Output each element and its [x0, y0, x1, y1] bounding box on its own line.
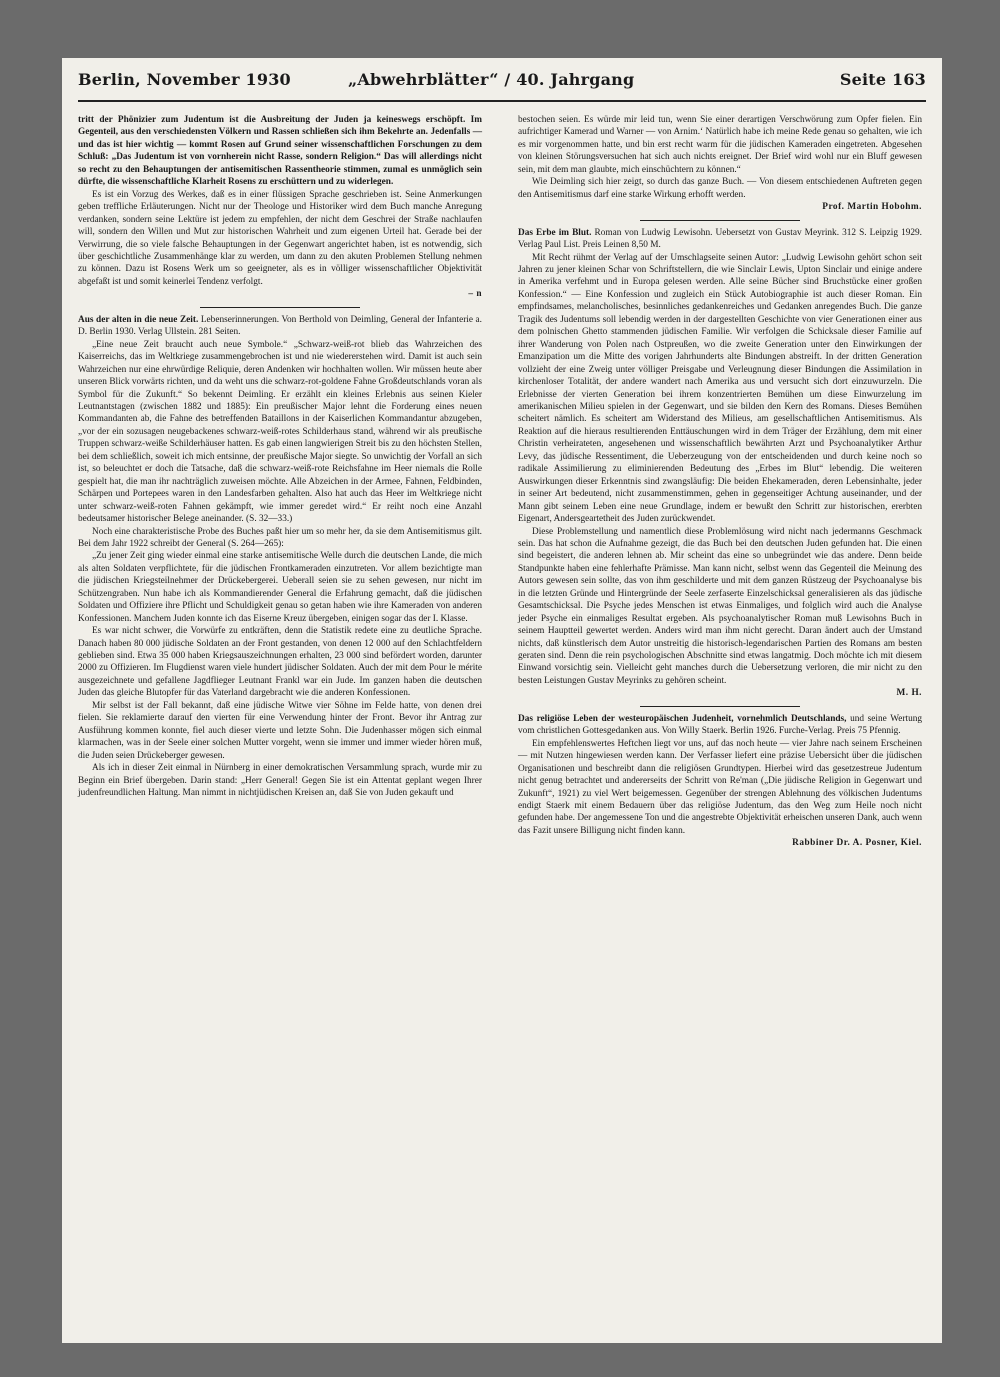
- intro-signature: – n: [468, 289, 482, 300]
- review-lewisohn-p2: Diese Problemstellung und namentlich diese Problemlösung wird nicht nach jedermanns Geschmack sein. Das hat schon die Aufnahme gezeigt, die das Buch bei den deutschen Juden gefunden hat. Die einen sind begeistert, die anderen lehnen ab. Mir scheint das eine so unbegründet wie das andere. Denn beide Standpunkte haben eine fehlerhafte Prämisse. Man kann nicht, selbst wenn das Gegenteil die Meinung des Autors gewesen sein sollte, das von ihm geschilderte und mit dem ganzen Rüstzeug der Psychoanalyse bis in die letzten Gründe und Hintergründe der Seele zerfaserte Einzelschicksal generalisieren als das jüdische Gesamtschicksal. Die Psyche jedes Menschen ist etwas Einmaliges, und folglich wird auch die Analyse jeder Psyche ein einmaliges Resultat ergeben. Als psychoanalytischer Roman muß Lewisohns Buch in seinem Hauptteil gewertet werden. Anders wird man ihm nicht gerecht. Daran ändert auch der Umstand nichts, daß künstlerisch dem Autor unstreitig die historisch-legendarischen Partien des Romans am besten geraten sind. Denn die rein psychologischen Abschnitte sind etwas langatmig. Doch möchte ich mit diesem Einwand vorsichtig sein. Vielleicht geht manches durch die Uebersetzung verloren, die mir nicht zu den besten Leistungen Gustav Meyrinks zu gehören scheint.: [518, 526, 922, 686]
- header-page-number: Seite 163: [839, 70, 926, 89]
- section-divider: [640, 220, 800, 221]
- review-lewisohn-meta: Roman von Ludwig Lewisohn. Uebersetzt von Gustav Meyrink. 312 S. Leipzig 1929. Verlag Paul List. Preis Leinen 8,50 M.: [518, 227, 923, 251]
- review-deimling: [78, 314, 482, 800]
- review-deimling-p4: Es war nicht schwer, die Vorwürfe zu entkräften, denn die Statistik redete eine zu deutliche Sprache. Danach haben 80 000 jüdische Soldaten an der Front gestanden, von denen 12 000 auf den Schlachtfeldern geblieben sind. Etwa 35 000 haben Kriegsauszeichnungen erhalten, 23 000 sind befördert worden, darunter 2000 zu Offizieren. Im Flugdienst waren viele hundert jüdischer Soldaten. Auch der mit dem Pour le mérite ausgezeichnete und gefallene Jagdflieger Leutnant Frankl war ein Jude. Im ganzen haben die deutschen Juden das gleiche Blutopfer für das Vaterland dargebracht wie die anderen Konfessionen.: [78, 626, 482, 699]
- review-staerk-meta: und seine Wertung vom christlichen Gottesgedanken aus. Von Willy Staerk. Berlin 1926. Furche-Verlag. Preis 75 Pfennig.: [518, 713, 923, 737]
- intro-paragraph-1: tritt der Phönizier zum Judentum ist die Ausbreitung der Juden ja keineswegs erschöpft. Im Gegenteil, aus den verschiedensten Völkern und Rassen schließen sich ihm Bekehrte an. Jedenfalls — und das ist hier wichtig — kommt Rosen auf Grund seiner wissenschaftlichen Forschungen zu dem Schluß: „Das Judentum ist von vornherein nicht Rasse, sondern Religion.“ Das will allerdings nicht so recht zu den Behauptungen der antisemitischen Rassentheorie stimmen, zumal es unmöglich sein dürfte, die wissenschaftliche Klarheit Rosens zu erschüttern und zu widerlegen.: [78, 115, 482, 188]
- review-staerk-signature: Rabbiner Dr. A. Posner, Kiel.: [792, 838, 922, 849]
- review-deimling-meta: Lebenserinnerungen. Von Berthold von Deimling, General der Infanterie a. D. Berlin 1930. Verlag Ullstein. 281 Seiten.: [78, 314, 483, 338]
- intro-paragraph-2: Es ist ein Vorzug des Werkes, daß es in einer flüssigen Sprache geschrieben ist. Seine Anmerkungen geben treffliche Erläuterungen. Nicht nur der Theologe und Historiker wird dem Buch manche Anregung verdanken, sondern seine Lektüre ist jedem zu empfehlen, der nicht dem Geschrei der Straße nachlaufen will, sondern den Willen und Mut zur historischen Wahrheit und zum eigenen Urteil hat. Gerade bei der Verwirrung, die so viele falsche Behauptungen in der Gegenwart angerichtet haben, ist es notwendig, sich über geschichtliche Zusammenhänge klar zu werden, um dann zu den akuten Problemen Stellung nehmen zu können. Dazu ist Rosens Werk um so geeigneter, als es in völliger wissenschaftlicher Objektivität abgefaßt ist und somit keinerlei Tendenz verfolgt.: [78, 189, 482, 287]
- review-deimling-p5: Mir selbst ist der Fall bekannt, daß eine jüdische Witwe vier Söhne im Felde hatte, von denen drei fielen. Sie reklamierte darauf den vierten für eine Verwendung hinter der Front. Bevor ihr Antrag zur Ausführung kommen konnte, fiel auch dieser vierte und letzte Sohn. Die Judenhasser mögen sich einmal klarmachen, was in der Seele einer solchen Mutter vorgeht, wenn sie immer und immer wieder hören muß, die Juden seien Drückeberger gewesen.: [78, 700, 482, 761]
- review-lewisohn-p1: Mit Recht rühmt der Verlag auf der Umschlagseite seinen Autor: „Ludwig Lewisohn gehört schon seit Jahren zu jener kleinen Schar von Schriftstellern, die wie Sinclair Lewis, Upton Sinclair und einige andere in Amerika verfehmt und in Europa gelesen werden. Alle seine Bücher sind Bruchstücke einer großen Konfession.“ — Eine Konfession und zugleich ein Stück Autobiographie ist auch dieser Roman. Ein empfindsames, melancholisches, besinnliches gedankenreiches und Gedanken anregendes Buch. Die ganze Tragik des Judentums soll lebendig werden in der dargestellten Geschichte von vier Generationen einer aus dem polnischen Ghetto stammenden jüdischen Familie. Wir verfolgen die Schicksale dieser Familie auf ihrer Wanderung von Polen nach Ostpreußen, wo die zweite Generation unter den Einwirkungen der Emanzipation um die Mitte des vorigen Jahrhunderts alte Bindungen abstreift. In der dritten Generation vollzieht der eine Zweig unter völliger Preisgabe und Verleugnung dieser Bindungen die Assimilation in kirchenloser Totalität, der andere wandert nach Amerika aus und versucht sich dort einzuwurzeln. Die Erlebnisse der vierten Generation bei ihrem konzentrierten Bemühen um diese Einwurzelung im amerikanischen Milieu spielen in der Gegenwart, und sie bilden den Kern des Romans. Dieses Bemühen scheitert nämlich. Es scheitert am Widerstand des Milieus, am gesellschaftlichen Antisemitismus. Als Reaktion auf die hieraus resultierenden Enttäuschungen wird in dem Träger der Erzählung, dem mit einer Christin verheirateten, angesehenen und wissenschaftlich bewährten Arzt und Psychoanalytiker Arthur Levy, das jüdische Ressentiment, die Ueberzeugung von der entscheidenden und durch keine noch so radikale Assimilierung zu eliminierenden Bedeutung des „Erbes im Blut“ lebendig. Die weiteren Auswirkungen dieser Erkenntnis sind zwangsläufig: Die beiden Ehekameraden, deren Lebensinhalte, jeder in seiner Art bedeutend, nicht zusammenstimmen, gehen in gegenseitiger Achtung auseinander, und der Mann gibt seinem Leben eine neue Grundlage, indem er bewußt den Schritt zur historischen, ererbten Eigenart, Andersgeartetheit des Juden zurückwendet.: [518, 252, 922, 525]
- review-deimling-header: [78, 314, 482, 339]
- newspaper-page: [62, 58, 942, 1343]
- review-staerk-p1: Ein empfehlenswertes Heftchen liegt vor uns, auf das noch heute — vier Jahre nach seinem Erscheinen — mit Nutzen hingewiesen werden kann. Der Verfasser liefert eine präzise Uebersicht über die jüdischen Organisationen und beschreibt dann die religiösen Grundtypen. Hierbei wird das gesetzestreue Judentum nicht genug betrachtet und andererseits der Schritt von Re'man („Die jüdische Religion in Gegenwart und Zukunft“, 1921) zu viel Wert beigemessen. Gegenüber der strengen Ablehnung des völkischen Judentums endigt Staerk mit einem Bedauern über das religiöse Judentum, das den Weg zum Heile noch nicht gefunden habe. Der angemessene Ton und die angestrebte Objektivität erheischen unseren Dank, auch wenn das Fazit unsere Billigung nicht finden kann.: [518, 738, 922, 836]
- review-staerk-header: [518, 713, 922, 738]
- review-deimling-title: Aus der alten in die neue Zeit.: [78, 314, 199, 325]
- review-lewisohn-header: [518, 227, 922, 252]
- review-lewisohn: [518, 227, 922, 700]
- deimling-continuation-p1: bestochen seien. Es würde mir leid tun, wenn Sie einer derartigen Verschwörung zum Opfer fielen. Ein aufrichtiger Kamerad und Warner — von Arnim.‘ Natürlich habe ich meine Rede genau so gehalten, wie ich es mir vorgenommen hatte, und bin erst recht warm für die jüdischen Kameraden eingetreten. Abgesehen von kleinen Störungsversuchen hat sich auch nichts ereignet. Der Brief wird wohl nur ein Bluff gewesen sein, mit dem man glaubte, mich einschüchtern zu können.“: [518, 115, 922, 175]
- left-column: [78, 114, 482, 799]
- section-divider: [200, 307, 360, 308]
- review-deimling-p1: „Eine neue Zeit braucht auch neue Symbole.“ „Schwarz-weiß-rot blieb das Wahrzeichen des Kaiserreichs, das im Weltkriege zusammengebrochen ist und nie wiedererstehen wird. Damit ist auch sein Wahrzeichen nur eine ehrwürdige Reliquie, deren Andenken wir hochhalten wollen. Wir müssen heute aber unseren Blick vorwärts richten, und da weht uns die schwarz-rot-goldene Fahne Großdeutschlands voran als Symbol für die Zukunft.“ So bekennt Deimling. Er erzählt ein kleines Erlebnis aus seinen Kieler Leutnantstagen (zwischen 1882 und 1885): Ein preußischer Major lehnt die Forderung eines neuen Kommandanten ab, die Fahne des betreffenden Bataillons in der Kaiserlichen Kommandantur abzugeben, „vor der ein sozusagen neugebackenes schwarz-weiß-rotes Schilderhaus stand, während wir als preußische Truppen schwarz-weiße Schilderhäuser hatten. Es gab einen langwierigen Streit bis zu den höchsten Stellen, bei dem schließlich, soweit ich mich entsinne, der preußische Major siegte. So unwichtig der Vorfall an sich ist, so beleuchtet er doch die Tatsache, daß die schwarz-weiß-rote Reichsfahne im Heer niemals die Rolle gespielt hat, die man ihr nachträglich zuweisen möchte. Alle Abzeichen in der Armee, Fahnen, Feldbinden, Schärpen und Portepees waren in den Landesfarben gehalten. Also hat auch das Heer im Weltkriege nicht unter schwarz-weiß-roten Fahnen gekämpft, wie immer geredet wird.“ Er reiht noch eine Anzahl bedeutsamer historischer Belege aneinander. (S. 32—33.): [78, 339, 482, 525]
- review-staerk-title: Das religiöse Leben der westeuropäischen Judenheit, vornehmlich Deutschlands,: [518, 713, 847, 724]
- header-rule: [78, 100, 926, 102]
- deimling-continuation-p2: Wie Deimling sich hier zeigt, so durch das ganze Buch. — Von diesem entschiedenen Auftreten gegen den Antisemitismus darf eine starke Wirkung erhofft werden.: [518, 177, 922, 200]
- review-deimling-p6: Als ich in dieser Zeit einmal in Nürnberg in einer demokratischen Versammlung sprach, wurde mir zu Beginn ein Brief übergeben. Darin stand: „Herr General! Gegen Sie ist ein Attentat geplant wegen Ihrer judenfreundlichen Haltung. Man nimmt in nichtjüdischen Kreisen an, daß Sie von Juden gekauft und: [78, 763, 482, 799]
- header-place-date: Berlin, November 1930: [78, 70, 291, 89]
- header-journal-title: „Abwehrblätter“ / 40. Jahrgang: [348, 70, 635, 89]
- review-deimling-p2: Noch eine charakteristische Probe des Buches paßt hier um so mehr her, da sie dem Antisemitismus gilt. Bei dem Jahr 1922 schreibt der General (S. 264—265):: [78, 526, 482, 549]
- review-lewisohn-title: Das Erbe im Blut.: [518, 227, 592, 238]
- review-lewisohn-signature: M. H.: [896, 688, 922, 699]
- review-deimling-p3: „Zu jener Zeit ging wieder einmal eine starke antisemitische Welle durch die deutschen Lande, die mich als alten Soldaten verpflichtete, für die jüdischen Frontkameraden einzutreten. Vor allem bezichtigte man die jüdischen Kriegsteilnehmer der Drückebergerei. Ueberall seien sie zu sehen gewesen, nur nicht im Schützengraben. Nun habe ich als Kommandierender General die Erfahrung gemacht, daß die jüdischen Soldaten und Offiziere ihre Pflicht und Schuldigkeit genau so getan haben wie ihre Kameraden von anderen Konfessionen. Manchem Juden konnte ich das Eiserne Kreuz übergeben, einigen sogar das der I. Klasse.: [78, 551, 482, 624]
- right-column: [518, 114, 922, 850]
- deimling-signature: Prof. Martin Hobohm.: [822, 202, 922, 213]
- section-divider: [640, 706, 800, 707]
- review-staerk: [518, 713, 922, 850]
